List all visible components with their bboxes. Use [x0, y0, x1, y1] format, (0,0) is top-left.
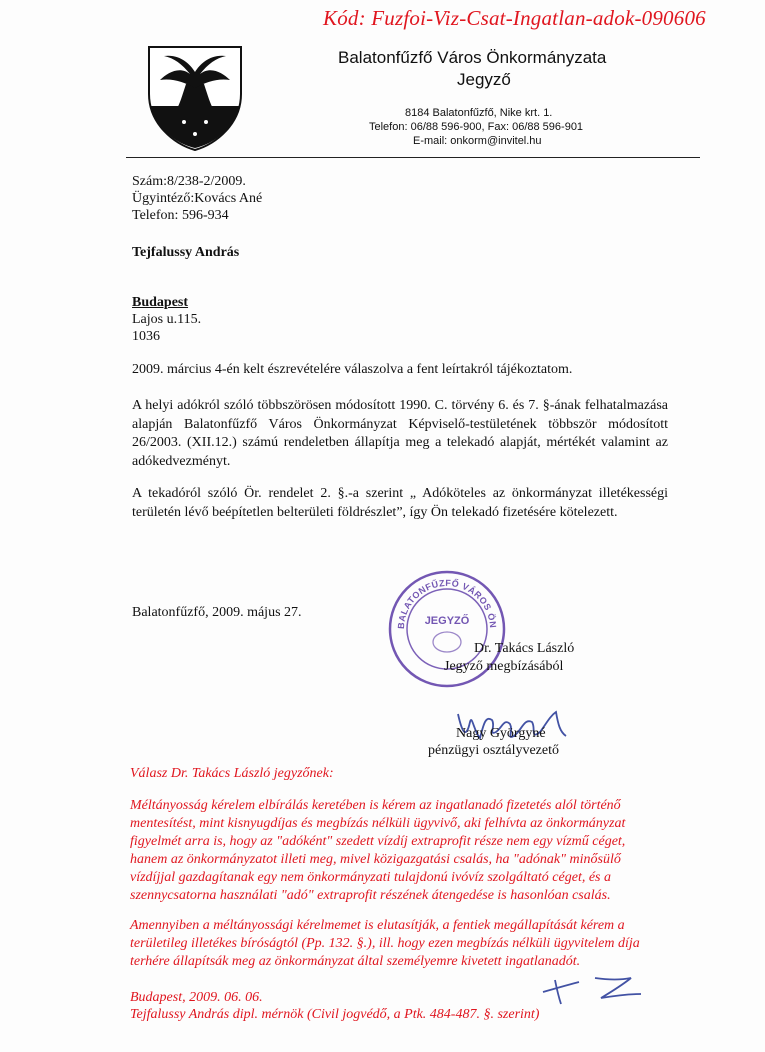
recipient-zip: 1036 [132, 329, 160, 344]
sub-signatory-role: pénzügyi osztályvezető [428, 743, 560, 758]
signatory-role: Jegyző megbízásából [444, 659, 564, 674]
office-title: Jegyző [457, 70, 511, 89]
date-place: Balatonfűzfő, 2009. május 27. [132, 605, 302, 620]
recipient-street: Lajos u.115. [132, 312, 202, 327]
handwritten-signature-2 [537, 972, 647, 1011]
body-paragraph-1: 2009. március 4-én kelt észrevételére válaszolva a fent leírtakról tájékoztatom. [132, 362, 573, 377]
reference-clerk: Ügyintéző:Kovács Ané [132, 191, 263, 206]
signatory-name: Dr. Takács László [474, 641, 575, 656]
header-divider [126, 157, 700, 158]
reply-paragraph-1: Méltányosság kérelem elbírálás keretében is kérem az ingatlanadó fizetetés alól történő mentesítést, mint kisnyugdíjas és megbízás nélküli ügyvivő, aki felhívta az önkormányzat figyelmét arra is, hogy az "adóként" szedett vízdíj extraprofit része nem egy vízmű céget, hanem az önkormányzatot illeti meg, mivel közigazgatási csalás, ha "adónak" minősülő vízdíjjal gazdagítanak egy nem önkormányzati tulajdonú ivóvíz szolgáltató céget, és a szennycsatorna használati "adó" extraprofit részének átengedése is hasonlóan csalás. [130, 798, 626, 903]
reply-heading: Válasz Dr. Takács László jegyzőnek: [130, 766, 334, 781]
reply-paragraph-2: Amennyiben a méltányossági kérelmemet is elutasítják, a fentiek megállapítását kérem a területileg illetékes bíróságtól (Pp. 132. §.), ill. hogy ezen megbízás nélküli ügyvitelem díja terhére állapítsák meg az önkormányzat által személyemre kivetett ingatlanadót. [130, 918, 640, 969]
svg-text:BALATONFŰZFŐ VÁROS ÖNKORMÁNYZA: BALATONFŰZFŐ VÁROS ÖN [395, 577, 499, 630]
city-crest-logo [146, 44, 244, 157]
header-address: 8184 Balatonfűzfő, Nike krt. 1. [405, 107, 553, 119]
organization-name: Balatonfűzfő Város Önkormányzata [338, 48, 607, 67]
body-paragraph-3: A tekadóról szóló Ör. rendelet 2. §.-a szerint „ Adóköteles az önkormányzat illetékességi területén lévő beépítetlen belterületi földrészlet”, így Ön telekadó fizetésére kötelezett. [132, 486, 668, 520]
recipient-name: Tejfalussy András [132, 245, 240, 260]
header-email: E-mail: onkorm@invitel.hu [413, 135, 542, 147]
sub-signatory-name: Nagy Györgyné [456, 726, 546, 741]
header-phone-fax: Telefon: 06/88 596-900, Fax: 06/88 596-901 [369, 121, 584, 133]
body-paragraph-2: A helyi adókról szóló többszörösen módosított 1990. C. törvény 6. és 7. §-ának felhatalmazása alapján Balatonfűzfő Város Önkormányzat Képviselő-testületének többször módosított 26/2003. (XII.12.) számú rendeletben állapítja meg a telekadó alapját, mértékét valamint az adókedvezményt. [132, 398, 668, 469]
document-code: Kód: Fuzfoi-Viz-Csat-Ingatlan-adok-090606 [323, 6, 706, 30]
svg-text:JEGYZŐ: JEGYZŐ [424, 615, 470, 627]
reply-date: Budapest, 2009. 06. 06. [130, 990, 263, 1005]
reply-signature-line: Tejfalussy András dipl. mérnök (Civil jogvédő, a Ptk. 484-487. §. szerint) [130, 1007, 540, 1022]
reference-number: Szám:8/238-2/2009. [132, 174, 246, 189]
reference-phone: Telefon: 596-934 [132, 208, 229, 223]
official-stamp [386, 568, 508, 695]
recipient-city: Budapest [132, 295, 189, 310]
